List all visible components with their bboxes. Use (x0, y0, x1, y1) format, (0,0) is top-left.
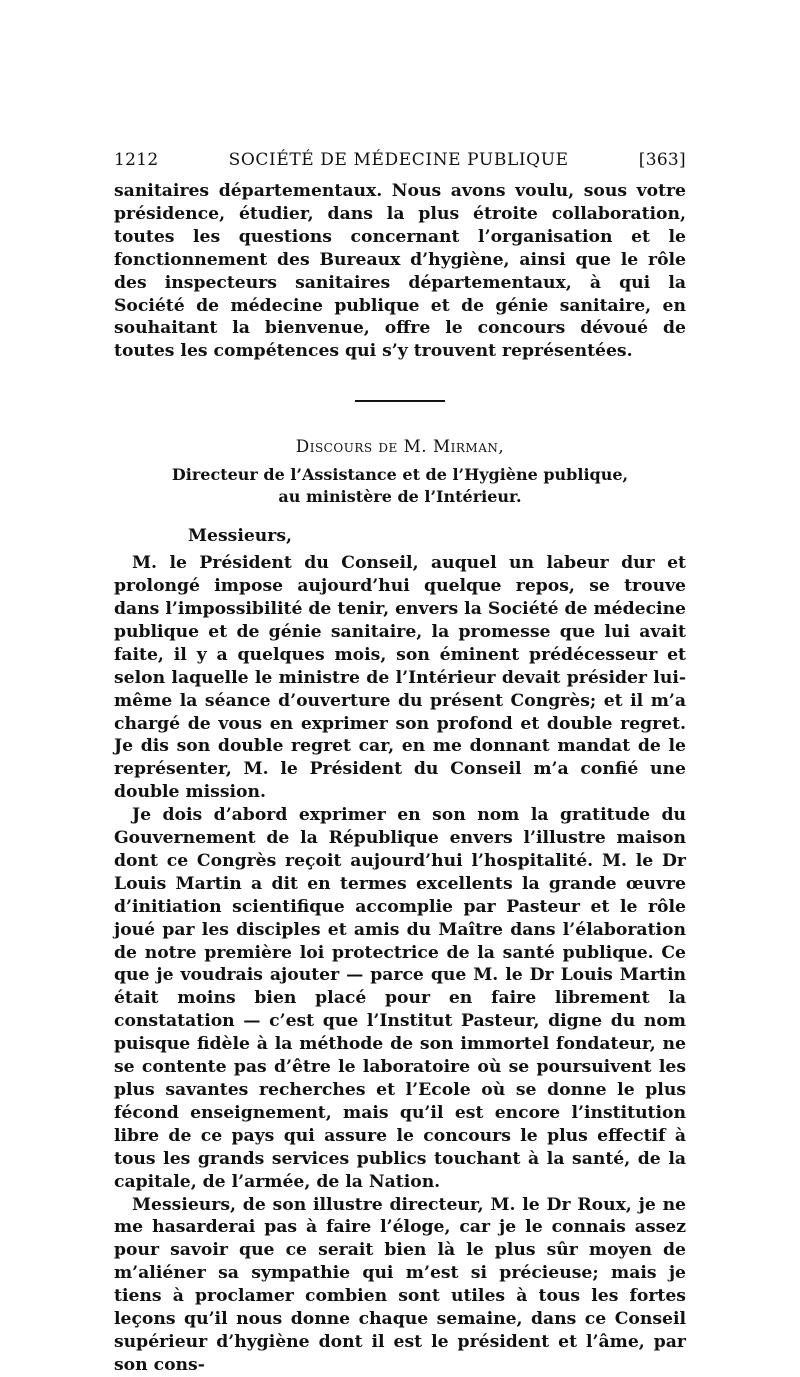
running-title: SOCIÉTÉ DE MÉDECINE PUBLIQUE (228, 150, 569, 170)
bracket-number: [363] (638, 150, 686, 170)
paragraph-1: M. le Président du Conseil, auquel un labeur dur et prolongé impose aujourd’hui quelque repos, se trouve dans l’impossibilité de tenir, envers la Société de médecine publique et de génie sanitaire, la promesse que lui avait faite, il y a quelques mois, son éminent prédécesseur et selon laquelle le ministre de l’Intérieur devait présider lui-même la séance d’ouverture du présent Congrès; et il m’a chargé de vous en exprimer son profond et double regret. Je dis son double regret car, en me donnant mandat de le représenter, M. le Président du Conseil m’a confié une double mission. (114, 553, 686, 803)
section-title: Discours de M. Mirman, (295, 436, 505, 457)
document-page (114, 150, 686, 1377)
speaker-affiliation (114, 464, 686, 508)
affiliation-line-1: Directeur de l’Assistance et de l’Hygiène publique, (171, 465, 629, 485)
paragraph-2: Je dois d’abord exprimer en son nom la gratitude du Gouvernement de la République envers l’illustre maison dont ce Congrès reçoit aujourd’hui l’hospitalité. M. le Dr Louis Martin a dit en termes excellents la grande œuvre d’initiation scientifique accomplie par Pasteur et le rôle joué par les disciples et amis du Maître dans l’élaboration de notre première loi protectrice de la santé publique. Ce que je voudrais ajouter — parce que M. le Dr Louis Martin était moins bien placé pour en faire librement la constatation — c’est que l’Institut Pasteur, digne du nom puisque fidèle à la méthode de son immortel fondateur, ne se contente pas d’être le laboratoire où se poursuivent les plus savantes recherches et l’Ecole où se donne le plus fécond enseignement, mais qu’il est encore l’institution libre de ce pays qui assure le concours le plus effectif à tous les grands services publics touchant à la santé, de la capitale, de l’armée, de la Nation. (114, 805, 686, 1192)
salutation: Messieurs, (188, 526, 292, 547)
page-number: 1212 (114, 150, 159, 170)
running-header (114, 150, 686, 176)
affiliation-line-2: au ministère de l’Intérieur. (278, 487, 522, 507)
paragraph-continuation: sanitaires départementaux. Nous avons voulu, sous votre présidence, étudier, dans la plus étroite collaboration, toutes les questions concernant l’organisation et le fonctionnement des Bureaux d’hygiène, ainsi que le rôle des inspecteurs sanitaires départementaux, à qui la Société de médecine publique et de génie sanitaire, en souhaitant la bienvenue, offre le concours dévoué de toutes les compétences qui s’y trouvent représentées. (114, 181, 686, 362)
paragraph-3: Messieurs, de son illustre directeur, M. le Dr Roux, je ne me hasarderai pas à faire l’éloge, car je le connais assez pour savoir que ce serait bien là le plus sûr moyen de m’aliéner sa sympathie qui m’est si précieuse; mais je tiens à proclamer combien sont utiles à tous les fortes leçons qu’il nous donne chaque semaine, dans ce Conseil supérieur d’hygiène dont il est le président et l’âme, par son cons- (114, 1194, 686, 1375)
section-divider (355, 400, 445, 402)
